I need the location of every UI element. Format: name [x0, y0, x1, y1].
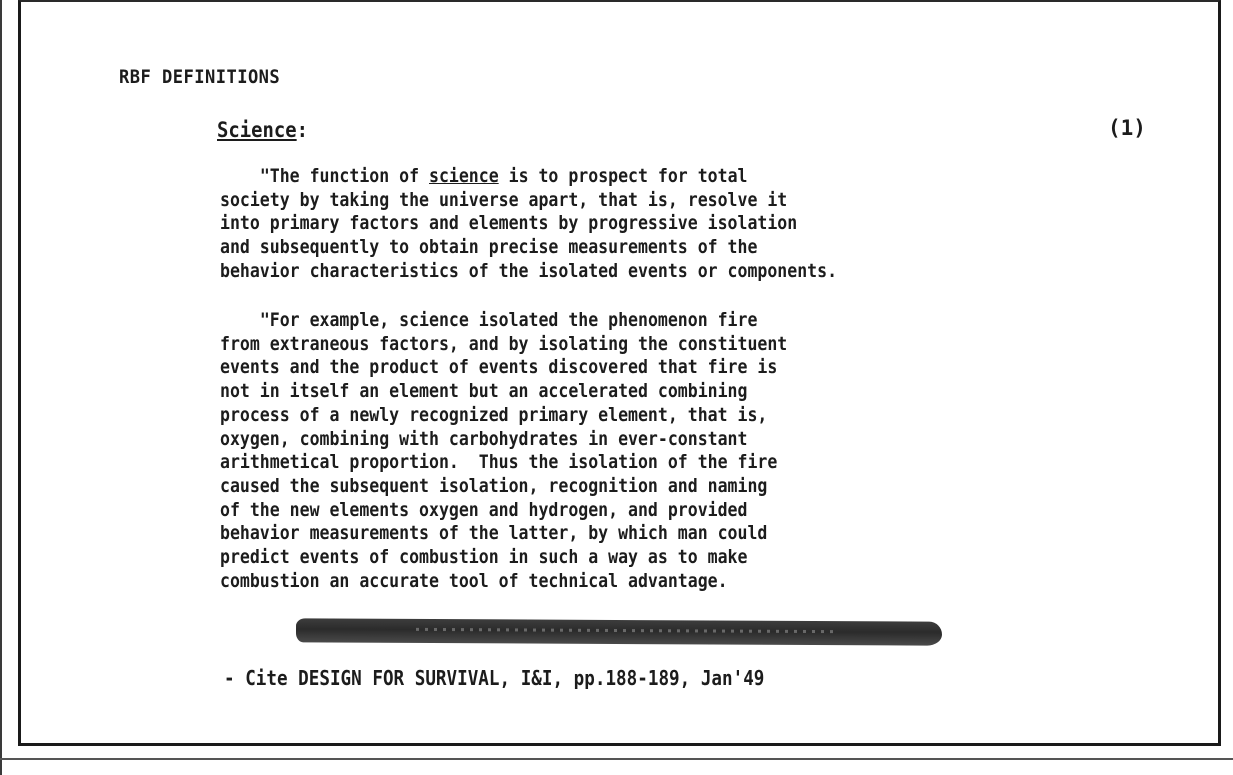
term-label: [217, 118, 308, 142]
para1-line: society by taking the universe apart, that is, resolve it: [220, 188, 788, 211]
definition-paragraph-1: [220, 165, 837, 284]
para2-line1: "For example, science isolated the phenomenon fire: [259, 309, 758, 331]
para2-line: caused the subsequent isolation, recognition and naming: [220, 474, 768, 497]
para1-line1-post: is to prospect for total: [498, 165, 748, 187]
para2-line: of the new elements oxygen and hydrogen, and provided: [220, 498, 748, 521]
reference-number: (1): [1108, 116, 1146, 140]
para2-line: not in itself an element but an accelerated combining: [220, 380, 748, 403]
para2-line: behavior measurements of the latter, by which man could: [220, 522, 768, 545]
definition-paragraph-2: [220, 309, 787, 593]
para2-line: process of a newly recognized primary element, that is,: [220, 403, 768, 426]
term-colon: :: [296, 118, 309, 142]
para2-line: combustion an accurate tool of technical advantage.: [220, 569, 728, 592]
citation-line: - Cite DESIGN FOR SURVIVAL, I&I, pp.188-189, Jan'49: [224, 666, 765, 690]
para2-line: arithmetical proportion. Thus the isolation of the fire: [220, 451, 778, 474]
para2-line: oxygen, combining with carbohydrates in ever-constant: [220, 427, 748, 450]
document-heading: RBF DEFINITIONS: [119, 66, 281, 88]
para2-line: events and the product of events discovered that fire is: [220, 356, 778, 379]
para2-line: from extraneous factors, and by isolating the constituent: [220, 332, 788, 355]
para1-line: behavior characteristics of the isolated events or components.: [220, 259, 838, 282]
redaction-bar: [296, 618, 942, 645]
para1-line: and subsequently to obtain precise measurements of the: [220, 236, 758, 259]
para2-line: predict events of combustion in such a way as to make: [220, 546, 748, 569]
term-word: Science: [217, 118, 297, 142]
scan-bottom-edge: [0, 758, 1233, 760]
scan-left-edge: [0, 0, 2, 775]
para1-line: into primary factors and elements by progressive isolation: [220, 212, 798, 235]
para1-line1-pre: "The function of: [259, 165, 430, 187]
science-underlined-word: science: [429, 165, 499, 187]
